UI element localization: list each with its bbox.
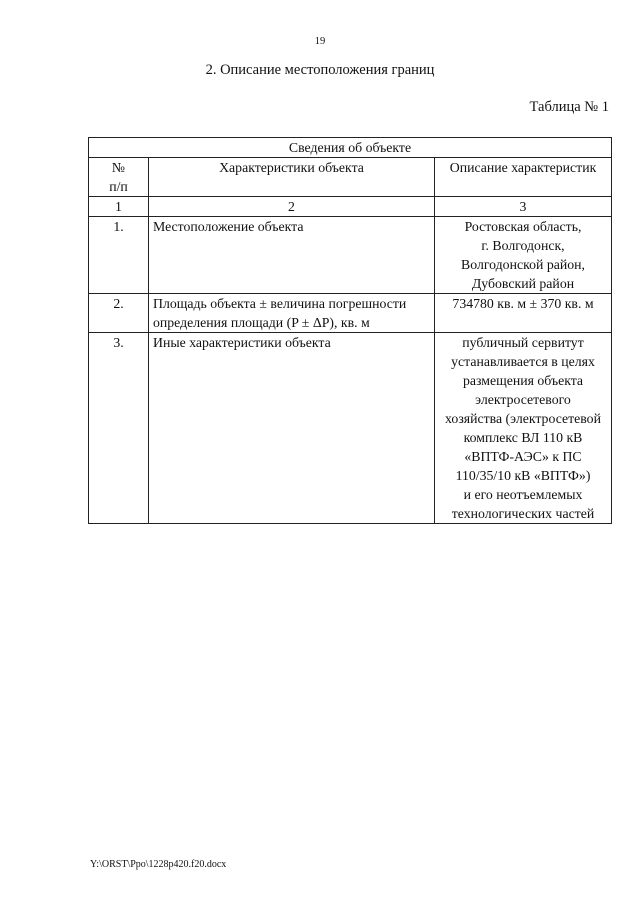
table-label: Таблица № 1 bbox=[529, 99, 609, 115]
header-description: Описание характеристик bbox=[435, 158, 612, 197]
column-number-3: 3 bbox=[435, 197, 612, 217]
header-number-line-2: п/п bbox=[109, 179, 128, 194]
description-line: электросетевого bbox=[475, 392, 571, 407]
row-characteristic bbox=[149, 294, 435, 333]
description-line: и его неотъемлемых bbox=[463, 487, 583, 502]
row-description bbox=[435, 217, 612, 294]
description-line: «ВПТФ-АЭС» к ПС bbox=[464, 449, 582, 464]
description-line: комплекс ВЛ 110 кВ bbox=[463, 430, 583, 445]
table-row bbox=[89, 217, 612, 294]
footer-file-path: Y:\ORST\Ppo\1228p420.f20.docx bbox=[90, 859, 227, 870]
header-number-line-1: № bbox=[111, 160, 126, 175]
row-number: 2. bbox=[89, 294, 149, 333]
description-line: размещения объекта bbox=[462, 373, 584, 388]
row-description bbox=[435, 333, 612, 524]
description-line: 110/35/10 кВ «ВПТФ») bbox=[455, 468, 591, 483]
characteristic-line: Площадь объекта ± величина погрешности bbox=[153, 296, 407, 311]
header-characteristics: Характеристики объекта bbox=[149, 158, 435, 197]
description-line: 734780 кв. м ± 370 кв. м bbox=[452, 296, 594, 311]
object-info-table bbox=[88, 137, 612, 524]
table-title: Сведения об объекте bbox=[89, 138, 612, 158]
description-line: хозяйства (электросетевой bbox=[445, 411, 601, 426]
section-title: 2. Описание местоположения границ bbox=[205, 62, 435, 78]
description-line: устанавливается в целях bbox=[451, 354, 595, 369]
characteristic-line: определения площади (P ± ΔP), кв. м bbox=[153, 315, 370, 330]
row-number: 1. bbox=[89, 217, 149, 294]
table-header-row bbox=[89, 158, 612, 197]
table-row bbox=[89, 294, 612, 333]
description-line: публичный сервитут bbox=[462, 335, 584, 350]
column-number-2: 2 bbox=[149, 197, 435, 217]
row-characteristic: Местоположение объекта bbox=[149, 217, 435, 294]
description-line: г. Волгодонск, bbox=[481, 238, 565, 253]
column-number-1: 1 bbox=[89, 197, 149, 217]
description-line: технологических частей bbox=[451, 506, 595, 521]
row-number: 3. bbox=[89, 333, 149, 524]
row-characteristic: Иные характеристики объекта bbox=[149, 333, 435, 524]
column-number-row bbox=[89, 197, 612, 217]
description-line: Ростовская область, bbox=[464, 219, 582, 234]
header-number bbox=[89, 158, 149, 197]
page-number: 19 bbox=[314, 36, 326, 47]
description-line: Волгодонской район, bbox=[461, 257, 585, 272]
description-line: Дубовский район bbox=[471, 276, 575, 291]
row-description bbox=[435, 294, 612, 333]
table-row bbox=[89, 333, 612, 524]
table-title-row bbox=[89, 138, 612, 158]
